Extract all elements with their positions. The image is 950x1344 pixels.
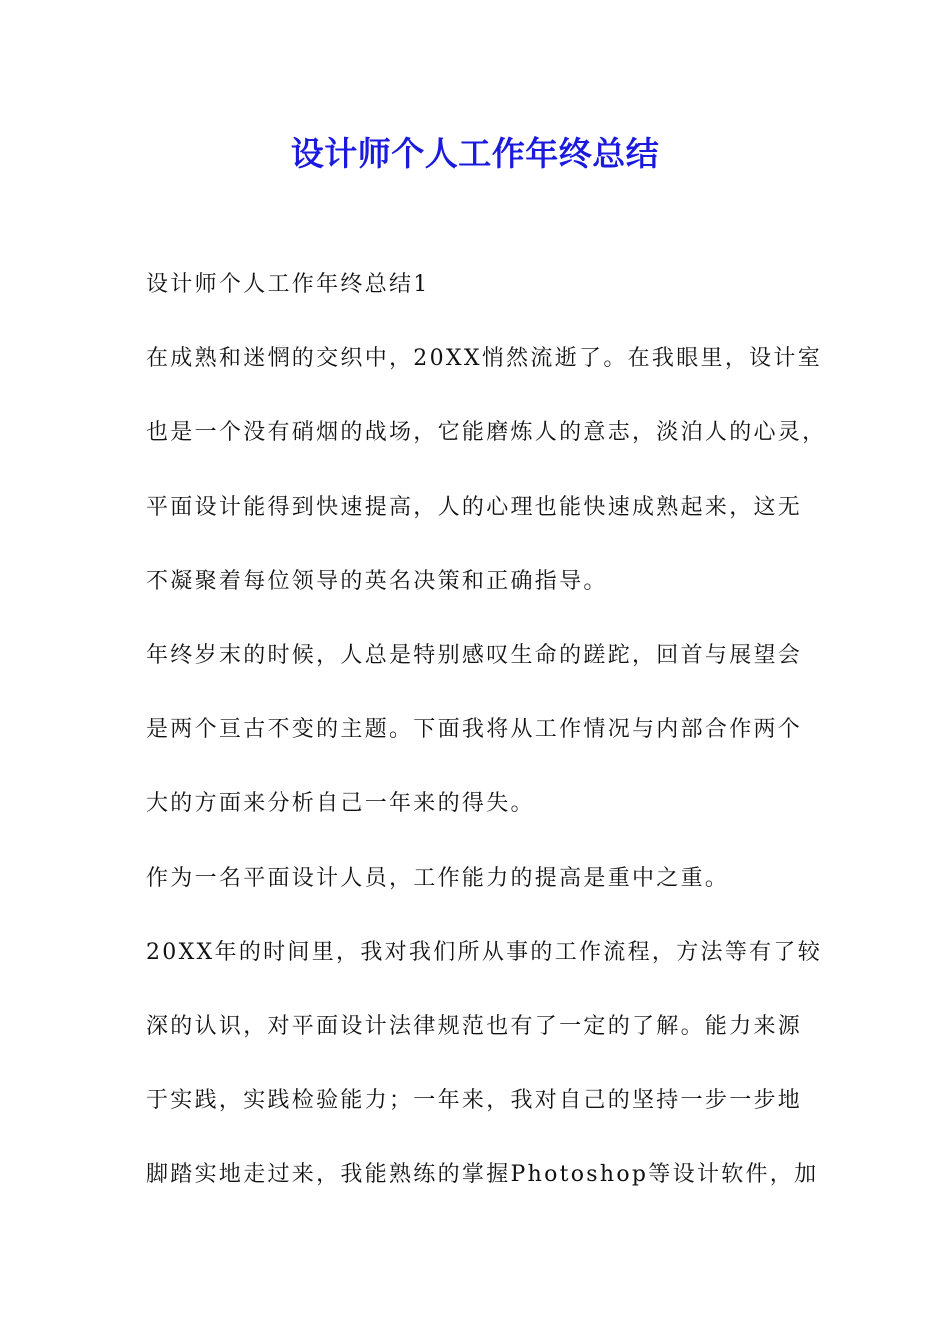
document-title: 设计师个人工作年终总结	[290, 134, 660, 173]
document-body	[146, 267, 827, 1231]
paragraph-line: 平面设计能得到快速提高，人的心理也能快速成熟起来，这无	[146, 494, 803, 520]
paragraph-line: 深的认识，对平面设计法律规范也有了一定的了解。能力来源	[146, 1013, 803, 1039]
paragraph-line: 于实践，实践检验能力；一年来，我对自己的坚持一步一步地	[146, 1088, 803, 1114]
paragraph-line: 在成熟和迷惘的交织中，20XX悄然流逝了。在我眼里，设计室	[146, 346, 823, 372]
paragraph-line: 是两个亘古不变的主题。下面我将从工作情况与内部合作两个	[146, 717, 803, 743]
paragraph-line: 作为一名平面设计人员，工作能力的提高是重中之重。	[146, 865, 730, 891]
paragraph-line: 不凝聚着每位领导的英名决策和正确指导。	[146, 568, 608, 594]
paragraph-line: 大的方面来分析自己一年来的得失。	[146, 791, 535, 817]
paragraph-line: 年终岁末的时候，人总是特别感叹生命的蹉跎，回首与展望会	[146, 642, 803, 668]
paragraph-line: 20XX年的时间里，我对我们所从事的工作流程，方法等有了较	[146, 939, 823, 965]
section-heading: 设计师个人工作年终总结1	[146, 272, 430, 297]
paragraph-line: 脚踏实地走过来，我能熟练的掌握Photoshop等设计软件，加	[146, 1162, 819, 1188]
paragraph-line: 也是一个没有硝烟的战场，它能磨炼人的意志，淡泊人的心灵，	[146, 420, 827, 446]
